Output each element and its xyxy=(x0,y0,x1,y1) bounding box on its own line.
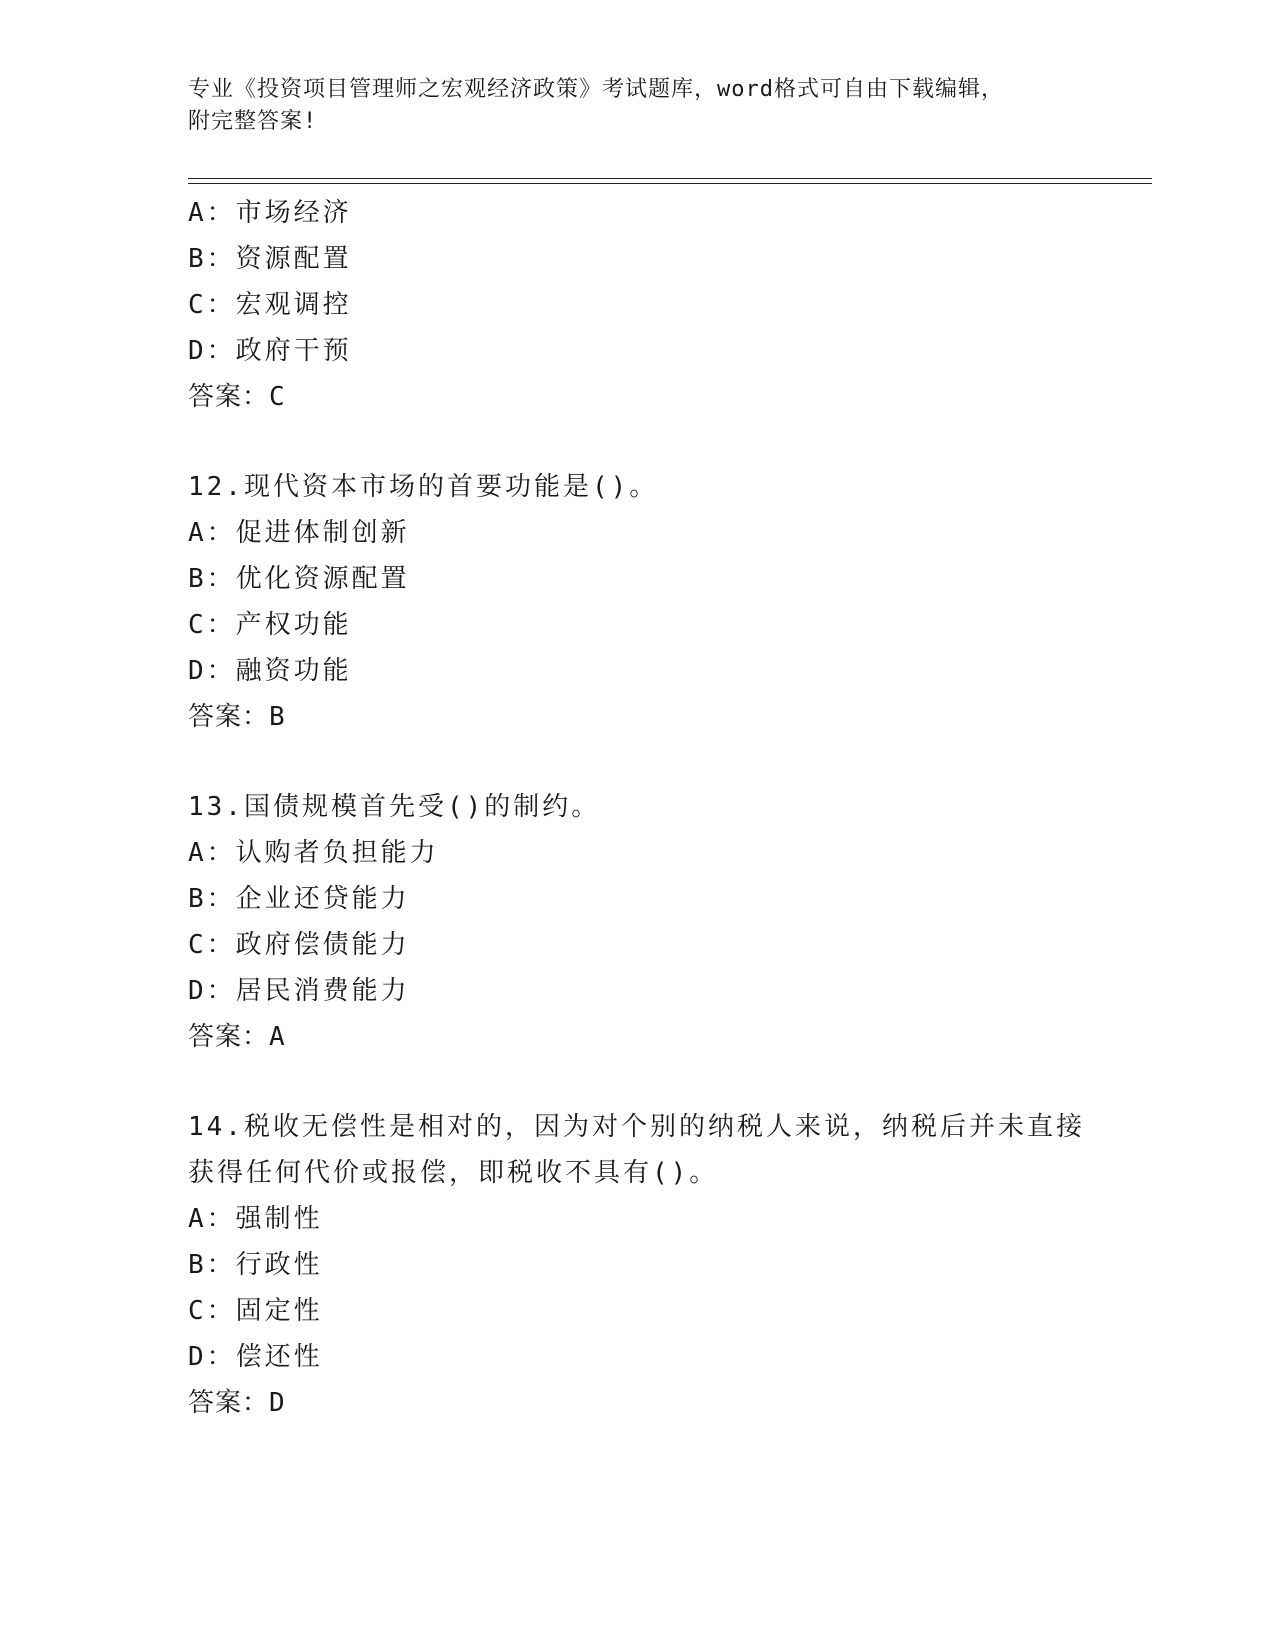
question-block xyxy=(188,190,1088,420)
header-rule-top xyxy=(188,178,1152,179)
option-c: C：产权功能 xyxy=(188,610,352,640)
question-text-line-2: 获得任何代价或报偿，即税收不具有()。 xyxy=(188,1158,719,1188)
option-b: B：行政性 xyxy=(188,1250,323,1280)
option-d: D：政府干预 xyxy=(188,336,352,366)
document-header xyxy=(188,74,1068,138)
answer-value: D xyxy=(269,1388,286,1418)
question-block xyxy=(188,1104,1088,1426)
header-line-1: 专业《投资项目管理师之宏观经济政策》考试题库，word格式可自由下载编辑， xyxy=(188,77,1004,102)
option-d: D：居民消费能力 xyxy=(188,976,410,1006)
answer-label: 答案： xyxy=(188,1388,270,1418)
option-a: A：认购者负担能力 xyxy=(188,838,439,868)
option-d: D：偿还性 xyxy=(188,1342,323,1372)
answer-line xyxy=(188,374,1088,420)
answer-label: 答案： xyxy=(188,1022,270,1052)
option-a: A：促进体制创新 xyxy=(188,518,410,548)
question-list xyxy=(188,190,1088,1426)
question-text-line-1: 14.税收无偿性是相对的，因为对个别的纳税人来说，纳税后并未直接 xyxy=(188,1112,1085,1142)
answer-label: 答案： xyxy=(188,382,270,412)
option-a: A：市场经济 xyxy=(188,198,352,228)
answer-line xyxy=(188,1380,1088,1426)
question-block xyxy=(188,784,1088,1060)
header-line-2: 附完整答案! xyxy=(188,109,318,134)
answer-value: A xyxy=(269,1022,286,1052)
option-b: B：资源配置 xyxy=(188,244,352,274)
option-c: C：固定性 xyxy=(188,1296,323,1326)
option-c: C：宏观调控 xyxy=(188,290,352,320)
answer-line xyxy=(188,1014,1088,1060)
question-text: 13.国债规模首先受()的制约。 xyxy=(188,792,601,822)
header-rule-bottom xyxy=(188,183,1152,184)
option-b: B：企业还贷能力 xyxy=(188,884,410,914)
option-a: A：强制性 xyxy=(188,1204,323,1234)
question-block xyxy=(188,464,1088,740)
option-c: C：政府偿债能力 xyxy=(188,930,410,960)
answer-label: 答案： xyxy=(188,702,270,732)
answer-value: B xyxy=(269,702,286,732)
option-b: B：优化资源配置 xyxy=(188,564,410,594)
answer-value: C xyxy=(269,382,286,412)
answer-line xyxy=(188,694,1088,740)
option-d: D：融资功能 xyxy=(188,656,352,686)
question-text: 12.现代资本市场的首要功能是()。 xyxy=(188,472,659,502)
